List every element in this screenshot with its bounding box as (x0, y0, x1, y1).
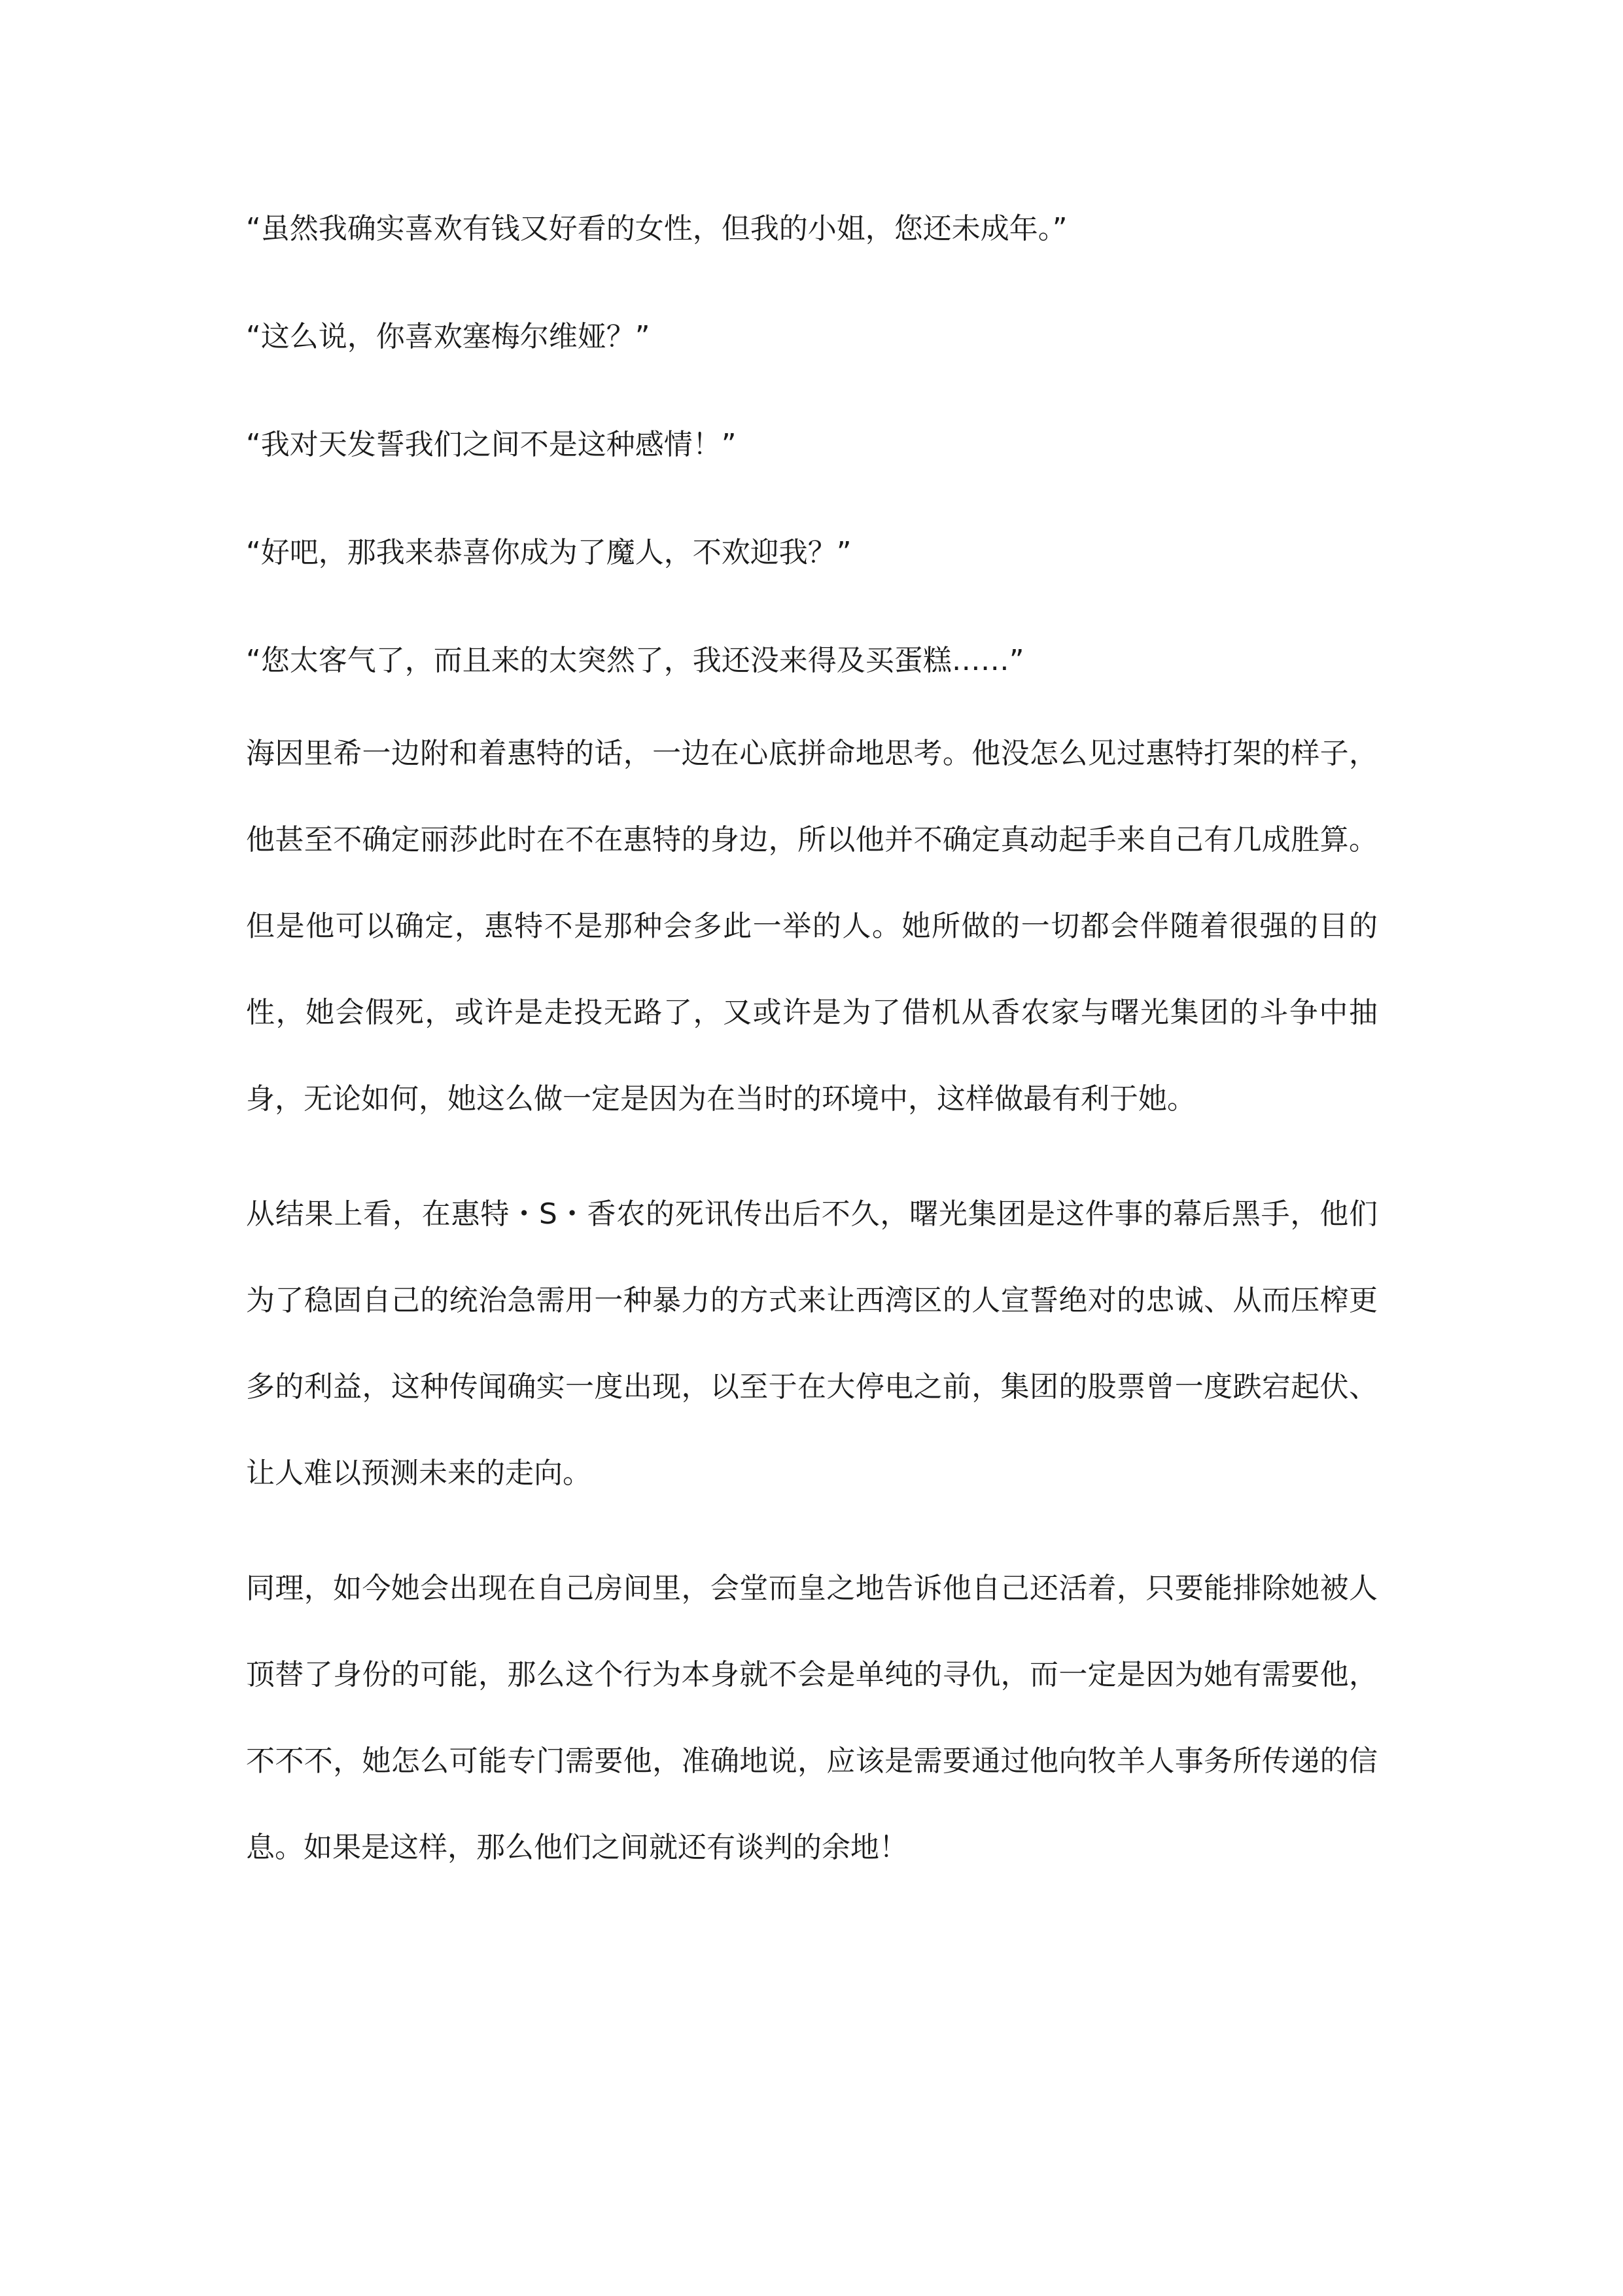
dialogue-line-1: “虽然我确实喜欢有钱又好看的女性，但我的小姐，您还未成年。” (246, 212, 1068, 245)
dialogue-line-3: “我对天发誓我们之间不是这种感情！” (246, 428, 737, 461)
narration-paragraph-2: 从结果上看，在惠特・S・香农的死讯传出后不久，曙光集团是这件事的幕后黑手，他们为了稳固自己的统治急需用一种暴力的方式来让西湾区的人宣誓绝对的忠诚、从而压榨更多的利益，这种传闻确实一度出现，以至于在大停电之前，集团的股票曾一度跌宕起伏、让人难以预测未来的走向。 (246, 1197, 1378, 1490)
dialogue-line-2: “这么说，你喜欢塞梅尔维娅？” (246, 320, 650, 353)
document-page (246, 208, 1378, 1891)
dialogue-line-5: “您太客气了，而且来的太突然了，我还没来得及买蛋糕……” (246, 644, 1024, 677)
dialogue-line-4: “好吧，那我来恭喜你成为了魔人，不欢迎我？” (246, 536, 852, 569)
narration-paragraph-3: 同理，如今她会出现在自己房间里，会堂而皇之地告诉他自己还活着，只要能排除她被人顶替了身份的可能，那么这个行为本身就不会是单纯的寻仇，而一定是因为她有需要他，不不不，她怎么可能专门需要他，准确地说，应该是需要通过他向牧羊人事务所传递的信息。如果是这样，那么他们之间就还有谈判的余地！ (246, 1572, 1378, 1864)
narration-paragraph-1: 海因里希一边附和着惠特的话，一边在心底拼命地思考。他没怎么见过惠特打架的样子，他甚至不确定丽莎此时在不在惠特的身边，所以他并不确定真动起手来自己有几成胜算。但是他可以确定，惠特不是那种会多此一举的人。她所做的一切都会伴随着很强的目的性，她会假死，或许是走投无路了，又或许是为了借机从香农家与曙光集团的斗争中抽身，无论如何，她这么做一定是因为在当时的环境中，这样做最有利于她。 (246, 737, 1378, 1116)
